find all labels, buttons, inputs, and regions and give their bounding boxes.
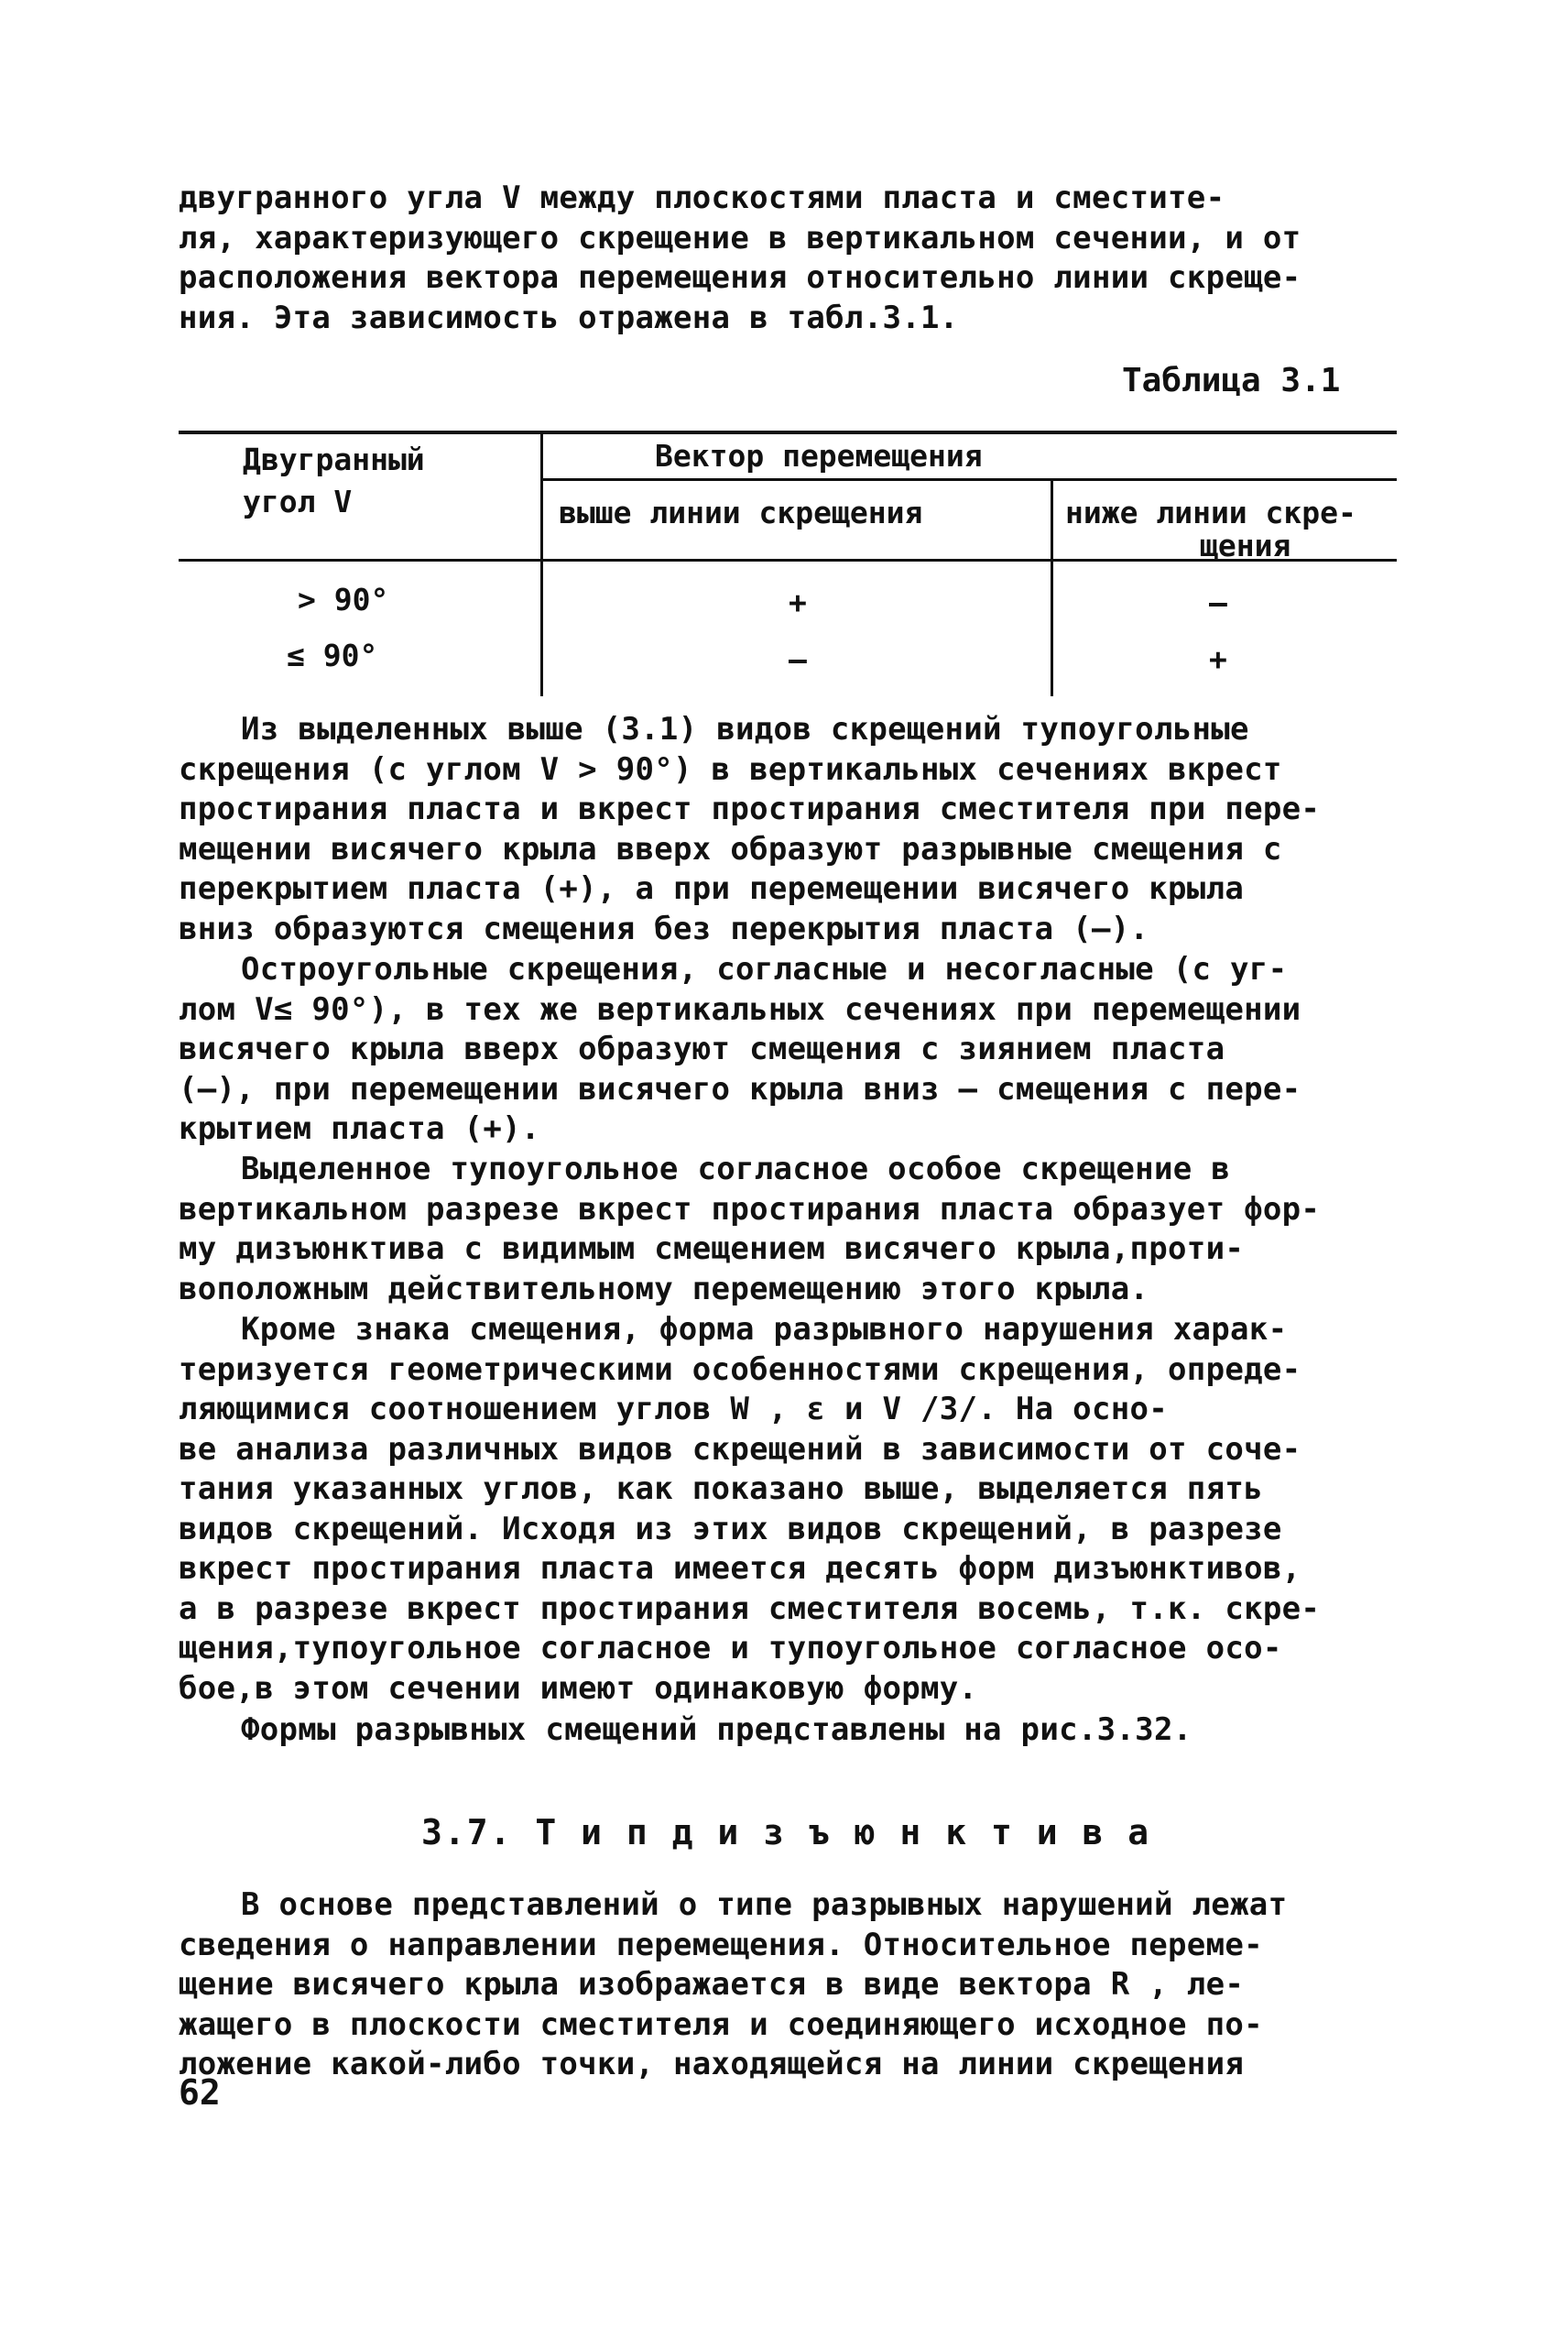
text-line: ляющимися соотношением углов W , ε и V /3/. На осно-: [179, 1391, 1169, 1427]
subheader-below-line1: ниже линии скре-: [1065, 495, 1356, 530]
row2-above: –: [789, 641, 807, 677]
text-line: щение висячего крыла изображается в виде вектора R , ле-: [179, 1966, 1245, 2003]
group-header-vector: Вектор перемещения: [655, 438, 983, 474]
text-line: ве анализа различных видов скрещений в зависимости от соче-: [179, 1430, 1301, 1468]
text-line: расположения вектора перемещения относительно линии скреще-: [179, 259, 1301, 296]
paragraph-6: [179, 1885, 1410, 2085]
text-line: теризуется геометрическими особенностями скрещения, опреде-: [179, 1350, 1301, 1388]
text-line: двугранного угла V между плоскостями пласта и сместите-: [179, 180, 1225, 216]
row2-angle: ≤ 90°: [287, 638, 378, 673]
text-line: воположным действительному перемещению этого крыла.: [179, 1270, 1149, 1307]
paragraph-3: [179, 1150, 1410, 1309]
paragraph-2: [179, 950, 1410, 1150]
group-header-rule: [540, 478, 1397, 481]
table-top-rule: [179, 431, 1397, 434]
intro-paragraph: [179, 179, 1410, 338]
text-line: жащего в плоскости сместителя и соединяющего исходное по-: [179, 2005, 1263, 2043]
row2-below: +: [1209, 641, 1227, 677]
table-caption: Таблица 3.1: [1122, 362, 1341, 399]
text-line: крытием пласта (+).: [179, 1110, 540, 1147]
text-line: му дизъюнктива с видимым смещением висячего крыла,проти-: [179, 1230, 1245, 1267]
text-line: ля, характеризующего скрещение в вертикальном сечении, и от: [179, 219, 1301, 257]
text-line: Остроугольные скрещения, согласные и несогласные (с уг-: [241, 951, 1288, 988]
text-line: (–), при перемещении висячего крыла вниз – смещения с пере-: [179, 1070, 1301, 1108]
col-angle-header-line2: угол V: [243, 484, 353, 519]
text-line: а в разрезе вкрест простирания сместителя восемь, т.к. скре-: [179, 1590, 1321, 1627]
row1-below: –: [1209, 584, 1227, 620]
paragraph-4: [179, 1310, 1410, 1709]
text-line: видов скрещений. Исходя из этих видов скрещений, в разрезе: [179, 1510, 1282, 1547]
text-line: скрещения (с углом V > 90°) в вертикальных сечениях вкрест: [179, 750, 1282, 788]
text-line: лом V≤ 90°), в тех же вертикальных сечениях при перемещении: [179, 990, 1301, 1028]
text-line: мещении висячего крыла вверх образуют разрывные смещения с: [179, 830, 1282, 868]
section-heading: 3.7. Т и п д и з ъ ю н к т и в а: [421, 1812, 1151, 1852]
text-line: щения,тупоугольное согласное и тупоугольное согласное осо-: [179, 1630, 1282, 1666]
text-line: вниз образуются смещения без перекрытия пласта (–).: [179, 910, 1149, 947]
subheader-above: выше линии скрещения: [559, 495, 923, 530]
text-line: Из выделенных выше (3.1) видов скрещений тупоугольные: [241, 711, 1249, 748]
text-line: вкрест простирания пласта имеется десять форм дизъюнктивов,: [179, 1550, 1301, 1587]
text-line: висячего крыла вверх образуют смещения с зиянием пласта: [179, 1031, 1225, 1067]
text-line: сведения о направлении перемещения. Относительное переме-: [179, 1926, 1263, 1963]
column-divider-2: [1051, 480, 1053, 696]
text-line: бое,в этом сечении имеют одинаковую форму.: [179, 1669, 978, 1707]
text-line: перекрытием пласта (+), а при перемещении висячего крыла: [179, 870, 1245, 907]
paragraph-5: [179, 1710, 1410, 1751]
text-line: ния. Эта зависимость отражена в табл.3.1.: [179, 299, 959, 336]
page-number: 62: [179, 2072, 221, 2113]
text-line: Выделенное тупоугольное согласное особое скрещение в: [241, 1151, 1231, 1187]
text-line: тания указанных углов, как показано выше, выделяется пять: [179, 1470, 1263, 1507]
table-3-1: [179, 431, 1397, 696]
row1-angle: > 90°: [298, 582, 389, 617]
paragraph-1: [179, 710, 1410, 949]
text-line: вертикальном разрезе вкрест простирания пласта образует фор-: [179, 1190, 1321, 1228]
text-line: Формы разрывных смещений представлены на рис.3.32.: [241, 1711, 1192, 1748]
col-angle-header-line1: Двугранный: [243, 442, 425, 477]
row1-above: +: [789, 584, 807, 620]
column-divider-1: [540, 431, 543, 696]
text-line: ложение какой-либо точки, находящейся на линии скрещения: [179, 2046, 1245, 2082]
text-line: Кроме знака смещения, форма разрывного нарушения харак-: [241, 1311, 1288, 1348]
text-line: простирания пласта и вкрест простирания сместителя при пере-: [179, 791, 1321, 827]
text-line: В основе представлений о типе разрывных нарушений лежат: [241, 1886, 1288, 1923]
subheader-below-line2: щения: [1200, 528, 1291, 563]
